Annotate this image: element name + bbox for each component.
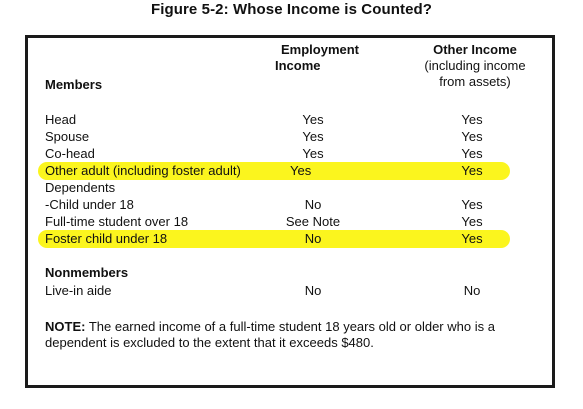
row-label-full-time-student: Full-time student over 18 [45, 214, 189, 229]
row-other-head: Yes [461, 112, 483, 127]
row-employment-child-under-18: No [304, 197, 322, 212]
note-paragraph [45, 319, 555, 351]
row-other-spouse: Yes [461, 129, 483, 144]
row-label-child-under-18: -Child under 18 [45, 197, 134, 212]
row-label-co-head: Co-head [45, 146, 95, 161]
row-employment-foster-child: No [304, 231, 322, 246]
note-text: The earned income of a full-time student 18 years old or older who is a dependent is excluded to the extent that it exceeds $480. [45, 319, 495, 350]
row-label-dependents: Dependents [45, 180, 116, 195]
row-employment-spouse: Yes [302, 129, 324, 144]
row-employment-other-adult: Yes [290, 163, 312, 178]
row-label-foster-child: Foster child under 18 [45, 231, 168, 246]
col-employment-header-line2: Income [275, 58, 321, 73]
col-other-header-line1: Other Income [433, 42, 517, 57]
row-employment-full-time-student: See Note [285, 214, 341, 229]
row-other-child-under-18: Yes [461, 197, 483, 212]
col-other-header-line3: from assets) [439, 74, 511, 89]
row-label-spouse: Spouse [45, 129, 90, 144]
row-label-head: Head [45, 112, 77, 127]
note-label: NOTE: [45, 319, 86, 334]
nonmembers-heading: Nonmembers [45, 265, 129, 280]
col-other-header-line2: (including income [424, 58, 526, 73]
row-other-foster-child: Yes [461, 231, 483, 246]
row-employment-co-head: Yes [302, 146, 324, 161]
col-employment-header-line1: Employment [280, 42, 359, 57]
row-employment-head: Yes [302, 112, 324, 127]
row-other-other-adult: Yes [461, 163, 483, 178]
row-other-co-head: Yes [461, 146, 483, 161]
row-other-full-time-student: Yes [461, 214, 483, 229]
row-label-live-in-aide: Live-in aide [45, 283, 112, 298]
row-label-other-adult: Other adult (including foster adult) [45, 163, 241, 178]
members-heading: Members [45, 77, 103, 92]
figure-title: Figure 5-2: Whose Income is Counted? [150, 1, 433, 18]
row-employment-live-in-aide: No [304, 283, 322, 298]
row-other-live-in-aide: No [463, 283, 481, 298]
